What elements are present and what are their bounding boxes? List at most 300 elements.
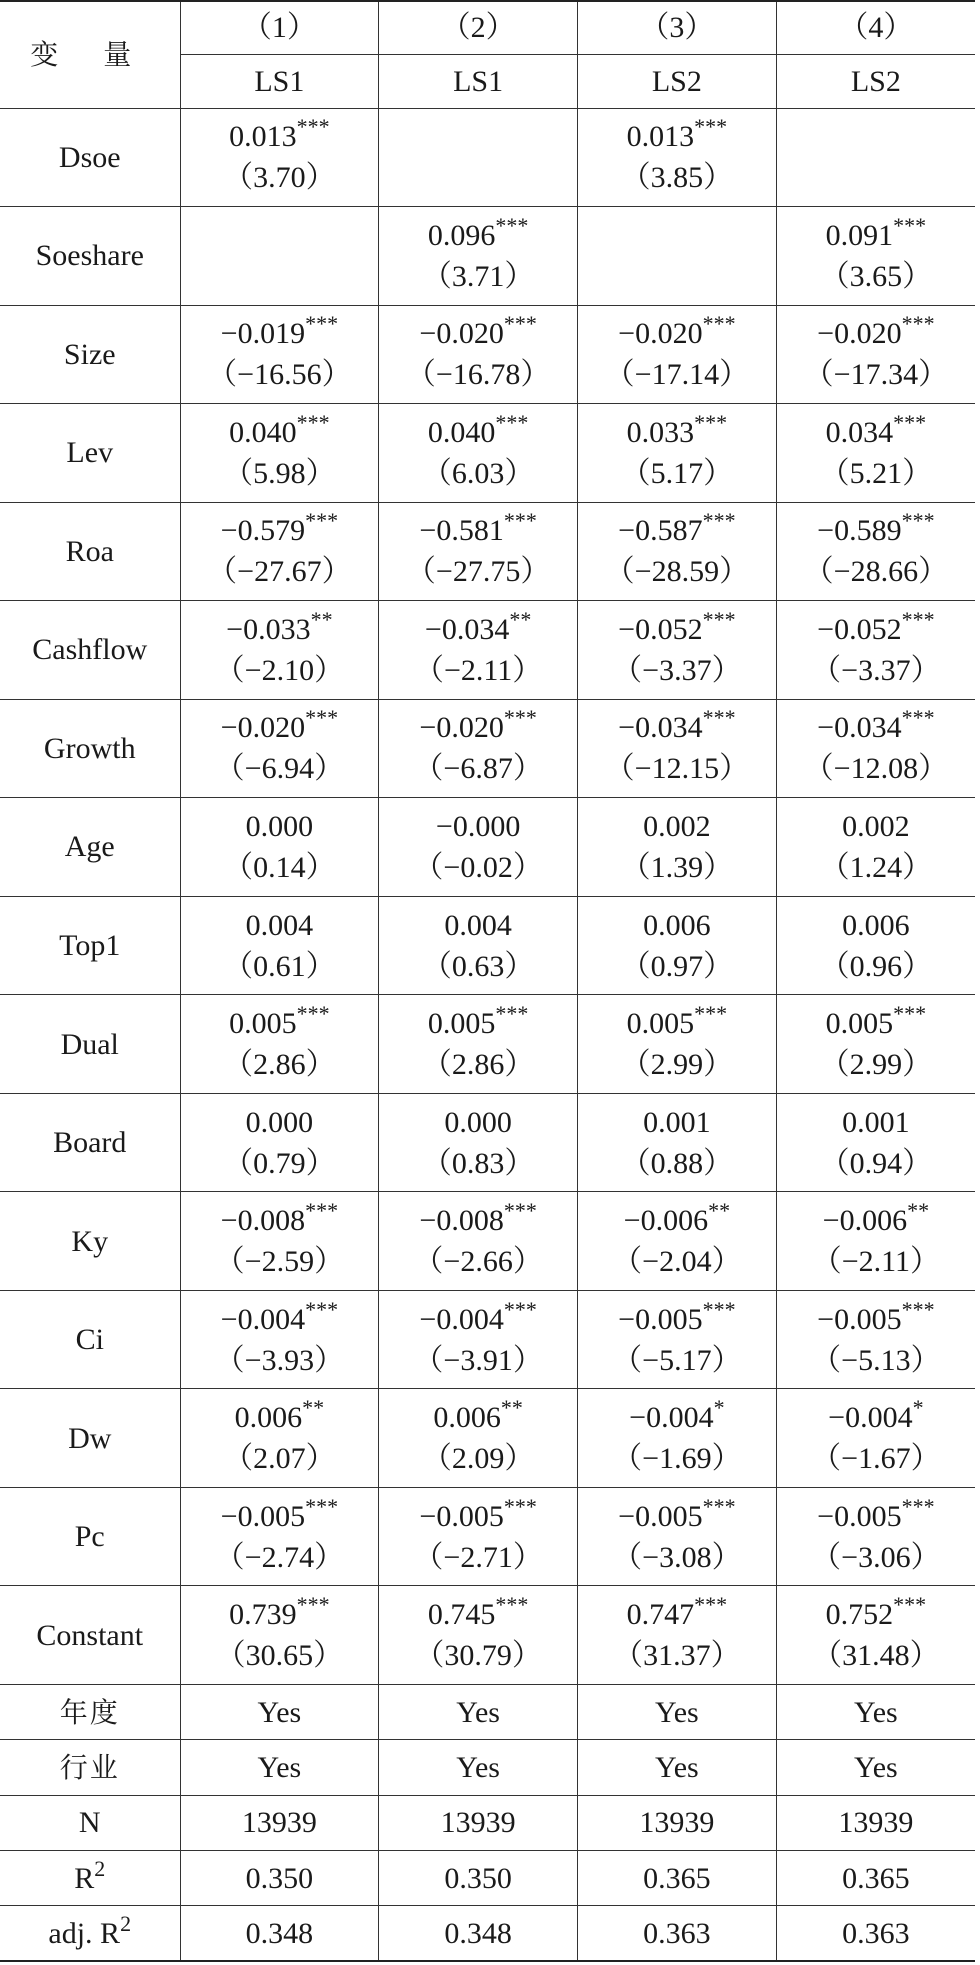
significance-stars: *** <box>893 1001 927 1027</box>
coefficient-line <box>181 707 379 748</box>
coefficient-value: 0.001 <box>643 1105 711 1139</box>
coefficient-value: −0.006 <box>623 1204 709 1238</box>
dependent-variable: LS1 <box>180 54 379 108</box>
t-statistic: （5.21） <box>819 456 933 490</box>
significance-stars: *** <box>901 311 935 337</box>
coefficient-cell <box>180 601 379 700</box>
coefficient-line <box>181 313 379 354</box>
coefficient-cell <box>776 305 975 404</box>
coefficient-cell <box>180 798 379 897</box>
coefficient-value: −0.005 <box>817 1499 902 1533</box>
coefficient-value: 0.013 <box>229 120 297 154</box>
statistic-value: 0.363 <box>578 1906 777 1961</box>
coefficient-value: 0.013 <box>626 120 695 154</box>
coefficient-cell <box>776 1487 975 1586</box>
t-statistic: （2.86） <box>223 1048 336 1082</box>
significance-stars: *** <box>503 1296 537 1322</box>
coefficient-line <box>777 806 975 847</box>
fixed-effect-value: Yes <box>776 1685 975 1740</box>
variable-name: Growth <box>0 699 180 798</box>
t-statistic: （−17.34） <box>803 358 949 392</box>
t-statistic: （31.37） <box>613 1639 741 1673</box>
coefficient-line <box>181 409 379 453</box>
t-statistic: （3.70） <box>223 161 336 195</box>
coefficient-value: 0.033 <box>626 415 695 449</box>
coefficient-cell <box>180 207 379 306</box>
coefficient-cell <box>379 404 578 503</box>
coefficient-line <box>777 1594 975 1635</box>
significance-stars: ** <box>509 606 532 632</box>
coefficient-value: 0.034 <box>825 415 894 449</box>
coefficient-cell <box>180 896 379 995</box>
coefficient-value: −0.019 <box>220 317 306 351</box>
coefficient-line <box>181 1594 379 1635</box>
t-statistic: （−2.11） <box>413 653 543 687</box>
coefficient-value: −0.004 <box>419 1302 504 1336</box>
variable-name: Pc <box>0 1487 180 1586</box>
coefficient-line <box>578 707 776 748</box>
coefficient-line <box>777 510 975 551</box>
coefficient-value: −0.006 <box>822 1204 908 1238</box>
coefficient-line <box>777 409 975 453</box>
coefficient-line <box>379 212 577 256</box>
variable-name: Roa <box>0 502 180 601</box>
coefficient-cell <box>776 1389 975 1488</box>
coefficient-line <box>181 806 379 847</box>
coefficient-cell <box>578 601 777 700</box>
coefficient-line <box>379 1200 577 1241</box>
statistic-value: 0.348 <box>379 1906 578 1961</box>
coefficient-value: 0.006 <box>433 1401 501 1435</box>
significance-stars: *** <box>503 705 537 731</box>
coefficient-line <box>578 1296 776 1340</box>
statistic-value: 0.350 <box>180 1850 379 1905</box>
coefficient-cell <box>379 798 578 897</box>
coefficient-value: −0.004 <box>629 1401 714 1435</box>
t-statistic: （2.99） <box>620 1048 734 1082</box>
statistic-row <box>0 1850 975 1905</box>
significance-stars: *** <box>503 508 537 534</box>
coefficient-cell <box>578 1290 777 1389</box>
t-statistic: （5.98） <box>223 456 336 490</box>
coefficient-line <box>578 1397 776 1438</box>
statistic-value: 13939 <box>578 1795 777 1850</box>
table-row <box>0 404 975 503</box>
significance-stars: *** <box>702 1296 736 1322</box>
coefficient-line <box>578 1003 776 1044</box>
coefficient-line <box>777 313 975 354</box>
t-statistic: （2.09） <box>421 1442 535 1476</box>
significance-stars: *** <box>702 705 736 731</box>
t-statistic: （−3.91） <box>413 1343 543 1377</box>
dependent-variable: LS1 <box>379 54 578 108</box>
coefficient-value: 0.006 <box>643 908 711 942</box>
column-number: （2） <box>379 1 578 54</box>
coefficient-value: −0.020 <box>220 711 306 745</box>
statistic-label <box>0 1906 180 1961</box>
significance-stars: *** <box>503 311 537 337</box>
significance-stars: *** <box>495 1001 529 1027</box>
coefficient-line <box>777 212 975 256</box>
t-statistic: （3.65） <box>819 259 933 293</box>
coefficient-value: 0.005 <box>427 1007 496 1041</box>
dependent-variable: LS2 <box>776 54 975 108</box>
coefficient-value: −0.020 <box>817 317 902 351</box>
coefficient-cell <box>379 1586 578 1685</box>
variable-name: Board <box>0 1093 180 1192</box>
table-row <box>0 502 975 601</box>
coefficient-cell <box>578 699 777 798</box>
t-statistic: （1.39） <box>620 850 734 884</box>
coefficient-value: −0.005 <box>618 1302 703 1336</box>
fixed-effect-row <box>0 1740 975 1795</box>
coefficient-line <box>379 313 577 354</box>
statistic-label <box>0 1795 180 1850</box>
t-statistic: （6.03） <box>421 456 535 490</box>
significance-stars: *** <box>495 212 529 238</box>
significance-stars: *** <box>702 1493 736 1519</box>
coefficient-value: 0.040 <box>427 415 496 449</box>
t-statistic: （2.86） <box>421 1048 535 1082</box>
statistic-row <box>0 1906 975 1961</box>
coefficient-cell <box>776 896 975 995</box>
coefficient-line <box>578 1493 776 1537</box>
coefficient-value: −0.589 <box>817 514 902 548</box>
t-statistic: （−5.13） <box>811 1343 941 1377</box>
coefficient-value: −0.020 <box>419 711 504 745</box>
fixed-effect-value: Yes <box>180 1685 379 1740</box>
coefficient-value: 0.000 <box>245 1105 314 1139</box>
table-header <box>0 1 975 108</box>
significance-stars: *** <box>702 311 736 337</box>
coefficient-cell <box>776 798 975 897</box>
coefficient-value: 0.747 <box>626 1598 695 1632</box>
t-statistic: （0.83） <box>421 1146 535 1180</box>
coefficient-value: −0.000 <box>435 809 521 843</box>
statistic-value: 0.365 <box>578 1850 777 1905</box>
coefficient-value: 0.091 <box>825 218 894 252</box>
coefficient-cell <box>578 1586 777 1685</box>
t-statistic: （−6.94） <box>214 752 345 786</box>
coefficient-value: −0.005 <box>220 1499 306 1533</box>
statistic-value: 0.363 <box>776 1906 975 1961</box>
coefficient-cell <box>180 1093 379 1192</box>
coefficient-value: 0.745 <box>427 1598 496 1632</box>
t-statistic: （−27.67） <box>207 555 352 589</box>
coefficient-line <box>379 606 577 650</box>
t-statistic: （0.79） <box>223 1146 336 1180</box>
coefficient-line <box>578 313 776 354</box>
t-statistic: （30.79） <box>414 1639 542 1673</box>
t-statistic: （0.63） <box>421 949 535 983</box>
coefficient-line <box>578 1102 776 1143</box>
coefficient-line <box>181 1397 379 1438</box>
fixed-effect-value: Yes <box>776 1740 975 1795</box>
t-statistic: （−16.78） <box>405 358 551 392</box>
coefficient-line <box>777 606 975 650</box>
t-statistic: （0.14） <box>223 850 336 884</box>
coefficient-value: −0.033 <box>226 612 311 646</box>
table-row <box>0 1487 975 1586</box>
coefficient-value: −0.034 <box>618 711 703 745</box>
t-statistic: （−1.67） <box>811 1442 941 1476</box>
t-statistic: （−16.56） <box>207 358 352 392</box>
statistic-value: 0.350 <box>379 1850 578 1905</box>
coefficient-cell <box>180 1389 379 1488</box>
significance-stars: *** <box>503 1198 537 1224</box>
statistic-label-text: adj. R <box>48 1916 121 1950</box>
significance-stars: *** <box>305 1493 339 1519</box>
t-statistic: （−2.11） <box>811 1245 941 1279</box>
t-statistic: （−1.69） <box>612 1442 742 1476</box>
statistic-value: 13939 <box>776 1795 975 1850</box>
significance-stars: ** <box>708 1198 731 1224</box>
coefficient-line <box>181 1003 379 1044</box>
statistic-label-superscript: 2 <box>94 1855 106 1881</box>
fixed-effect-label: 年度 <box>0 1685 180 1740</box>
table-row <box>0 798 975 897</box>
coefficient-line <box>578 606 776 650</box>
variable-name: Dw <box>0 1389 180 1488</box>
fixed-effect-row <box>0 1685 975 1740</box>
t-statistic: （5.17） <box>620 456 734 490</box>
coefficient-value: 0.000 <box>245 809 314 843</box>
fixed-effect-value: Yes <box>180 1740 379 1795</box>
significance-stars: *** <box>305 1296 339 1322</box>
coefficient-line <box>578 1594 776 1635</box>
coefficient-cell <box>776 207 975 306</box>
coefficient-value: 0.005 <box>825 1007 894 1041</box>
coefficient-value: −0.005 <box>817 1302 902 1336</box>
coefficient-value: −0.008 <box>220 1204 306 1238</box>
significance-stars: *** <box>901 1296 935 1322</box>
coefficient-value: 0.004 <box>245 908 314 942</box>
coefficient-line <box>379 1003 577 1044</box>
coefficient-value: 0.005 <box>626 1007 695 1041</box>
coefficient-cell <box>379 305 578 404</box>
t-statistic: （−3.37） <box>811 653 941 687</box>
statistic-value: 0.348 <box>180 1906 379 1961</box>
coefficient-cell <box>379 207 578 306</box>
significance-stars: *** <box>893 1592 927 1618</box>
coefficient-value: −0.020 <box>419 317 504 351</box>
coefficient-value: 0.006 <box>842 908 910 942</box>
significance-stars: *** <box>694 1001 728 1027</box>
coefficient-cell <box>578 108 777 207</box>
t-statistic: （−3.08） <box>612 1540 742 1574</box>
coefficient-cell <box>578 798 777 897</box>
coefficient-cell <box>180 995 379 1094</box>
coefficient-cell <box>180 1487 379 1586</box>
fixed-effect-value: Yes <box>578 1685 777 1740</box>
coefficient-cell <box>776 108 975 207</box>
significance-stars: *** <box>296 114 330 140</box>
table-row <box>0 1192 975 1291</box>
coefficient-line <box>777 905 975 946</box>
coefficient-cell <box>180 1586 379 1685</box>
coefficient-line <box>578 510 776 551</box>
header-row-column-numbers <box>0 1 975 54</box>
coefficient-line <box>379 1594 577 1635</box>
variable-name: Top1 <box>0 896 180 995</box>
coefficient-line <box>181 606 379 650</box>
t-statistic: （−3.37） <box>612 653 742 687</box>
t-statistic: （−2.59） <box>214 1245 345 1279</box>
dependent-variable: LS2 <box>578 54 777 108</box>
fixed-effect-value: Yes <box>578 1740 777 1795</box>
coefficient-line <box>777 1493 975 1537</box>
coefficient-line <box>777 1003 975 1044</box>
table-row <box>0 1290 975 1389</box>
table-row <box>0 699 975 798</box>
t-statistic: （−27.75） <box>405 555 551 589</box>
coefficient-line <box>181 905 379 946</box>
coefficient-cell <box>578 995 777 1094</box>
statistic-value: 13939 <box>180 1795 379 1850</box>
t-statistic: （−2.04） <box>612 1245 742 1279</box>
coefficient-cell <box>776 699 975 798</box>
significance-stars: *** <box>893 409 927 435</box>
significance-stars: *** <box>694 1592 728 1618</box>
coefficient-cell <box>180 108 379 207</box>
t-statistic: （30.65） <box>215 1639 344 1673</box>
coefficient-cell <box>578 502 777 601</box>
coefficient-line <box>578 905 776 946</box>
coefficient-cell <box>578 1093 777 1192</box>
coefficient-value: −0.005 <box>618 1499 703 1533</box>
coefficient-line <box>181 1493 379 1537</box>
coefficient-cell <box>578 305 777 404</box>
significance-stars: *** <box>694 409 728 435</box>
column-number: （1） <box>180 1 379 54</box>
significance-stars: *** <box>305 508 339 534</box>
coefficient-value: −0.052 <box>817 612 902 646</box>
coefficient-value: 0.001 <box>842 1105 910 1139</box>
significance-stars: *** <box>901 705 935 731</box>
variable-name: Dual <box>0 995 180 1094</box>
statistic-row <box>0 1795 975 1850</box>
coefficient-value: −0.034 <box>424 612 510 646</box>
coefficient-cell <box>776 502 975 601</box>
coefficient-value: −0.034 <box>817 711 902 745</box>
t-statistic: （−28.59） <box>604 555 750 589</box>
coefficient-cell <box>379 1290 578 1389</box>
t-statistic: （−28.66） <box>803 555 949 589</box>
significance-stars: *** <box>702 508 736 534</box>
coefficient-cell <box>180 1192 379 1291</box>
variable-name: Lev <box>0 404 180 503</box>
coefficient-cell <box>180 1290 379 1389</box>
coefficient-value: −0.581 <box>419 514 504 548</box>
t-statistic: （3.71） <box>421 259 535 293</box>
table-row <box>0 207 975 306</box>
coefficient-line <box>578 409 776 453</box>
coefficient-value: −0.004 <box>828 1401 913 1435</box>
coefficient-cell <box>776 601 975 700</box>
coefficient-cell <box>379 108 578 207</box>
coefficient-cell <box>776 1192 975 1291</box>
coefficient-line <box>777 707 975 748</box>
t-statistic: （−0.02） <box>413 850 543 884</box>
variable-name: Soeshare <box>0 207 180 306</box>
significance-stars: *** <box>305 1198 339 1224</box>
fixed-effect-value: Yes <box>379 1740 578 1795</box>
coefficient-cell <box>379 896 578 995</box>
coefficient-value: −0.008 <box>419 1204 504 1238</box>
coefficient-line <box>777 1200 975 1241</box>
significance-stars: ** <box>907 1198 930 1224</box>
t-statistic: （0.94） <box>819 1146 933 1180</box>
significance-stars: * <box>912 1395 924 1421</box>
significance-stars: *** <box>901 606 935 632</box>
significance-stars: * <box>713 1395 725 1421</box>
statistic-label <box>0 1850 180 1905</box>
t-statistic: （−5.17） <box>612 1343 742 1377</box>
table-row <box>0 305 975 404</box>
coefficient-value: −0.052 <box>618 612 703 646</box>
t-statistic: （−3.06） <box>811 1540 941 1574</box>
coefficient-line <box>379 707 577 748</box>
table-body <box>0 108 975 1961</box>
significance-stars: ** <box>302 1395 325 1421</box>
coefficient-cell <box>180 502 379 601</box>
coefficient-cell <box>379 502 578 601</box>
coefficient-value: 0.002 <box>842 809 910 843</box>
coefficient-cell <box>776 1093 975 1192</box>
coefficient-value: −0.020 <box>618 317 703 351</box>
t-statistic: （−3.93） <box>214 1343 345 1377</box>
coefficient-line <box>181 1296 379 1340</box>
t-statistic: （−2.10） <box>214 653 345 687</box>
coefficient-line <box>379 1296 577 1340</box>
column-number: （3） <box>578 1 777 54</box>
fixed-effect-label: 行业 <box>0 1740 180 1795</box>
coefficient-value: 0.005 <box>229 1007 297 1041</box>
variable-name: Ci <box>0 1290 180 1389</box>
coefficient-line <box>379 1493 577 1537</box>
variable-name: Cashflow <box>0 601 180 700</box>
coefficient-line <box>379 1397 577 1438</box>
coefficient-cell <box>578 207 777 306</box>
coefficient-value: 0.006 <box>234 1401 303 1435</box>
coefficient-line <box>379 905 577 946</box>
coefficient-cell <box>180 699 379 798</box>
t-statistic: （3.85） <box>620 161 734 195</box>
table-row <box>0 1093 975 1192</box>
coefficient-cell <box>379 1389 578 1488</box>
significance-stars: *** <box>296 1001 330 1027</box>
statistic-value: 0.365 <box>776 1850 975 1905</box>
coefficient-line <box>777 1102 975 1143</box>
table-row <box>0 1586 975 1685</box>
significance-stars: *** <box>893 212 927 238</box>
t-statistic: （−17.14） <box>604 358 750 392</box>
table-row <box>0 108 975 207</box>
coefficient-value: −0.587 <box>618 514 703 548</box>
coefficient-line <box>777 1296 975 1340</box>
significance-stars: *** <box>901 508 935 534</box>
coefficient-value: −0.004 <box>220 1302 306 1336</box>
coefficient-cell <box>776 1290 975 1389</box>
coefficient-line <box>379 409 577 453</box>
coefficient-line <box>379 806 577 847</box>
fixed-effect-value: Yes <box>379 1685 578 1740</box>
significance-stars: *** <box>305 311 339 337</box>
coefficient-cell <box>776 995 975 1094</box>
coefficient-cell <box>776 404 975 503</box>
t-statistic: （−2.71） <box>413 1540 543 1574</box>
t-statistic: （−2.74） <box>214 1540 345 1574</box>
